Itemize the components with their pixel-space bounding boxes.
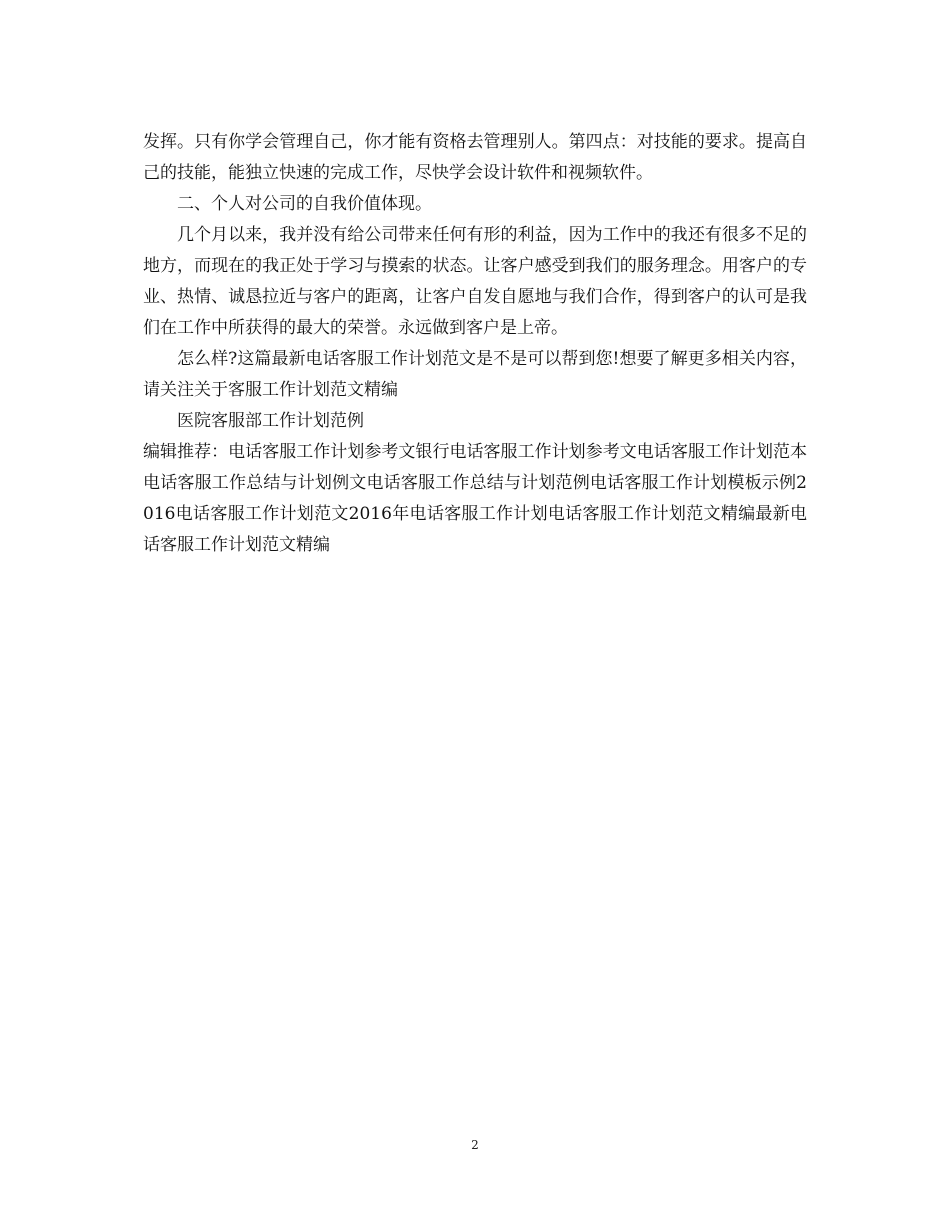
paragraph-continuation: 发挥。只有你学会管理自己，你才能有资格去管理别人。第四点：对技能的要求。提高自己的技能，能独立快速的完成工作，尽快学会设计软件和视频软件。 [143, 132, 807, 183]
related-title: 医院客服部工作计划范例 [177, 411, 364, 431]
paragraph-value: 几个月以来，我并没有给公司带来任何有形的利益，因为工作中的我还有很多不足的地方，而现在的我正处于学习与摸索的状态。让客户感受到我们的服务理念。用客户的专业、热情、诚恳拉近与客户的距离，让客户自发自愿地与我们合作，得到客户的认可是我们在工作中所获得的最大的荣誉。永远做到客户是上帝。 [143, 225, 807, 338]
section-heading: 二、个人对公司的自我价值体现。 [177, 194, 432, 214]
paragraph-closing: 怎么样?这篇最新电话客服工作计划范文是不是可以帮到您!想要了解更多相关内容，请关注关于客服工作计划范文精编 [143, 349, 807, 400]
page-number: 2 [471, 1138, 479, 1152]
editor-recommendations: 编辑推荐：电话客服工作计划参考文银行电话客服工作计划参考文电话客服工作计划范本电话客服工作总结与计划例文电话客服工作总结与计划范例电话客服工作计划模板示例2016电话客服工作计划范文2016年电话客服工作计划电话客服工作计划范文精编最新电话客服工作计划范文精编 [143, 442, 807, 555]
page-content [143, 127, 807, 561]
